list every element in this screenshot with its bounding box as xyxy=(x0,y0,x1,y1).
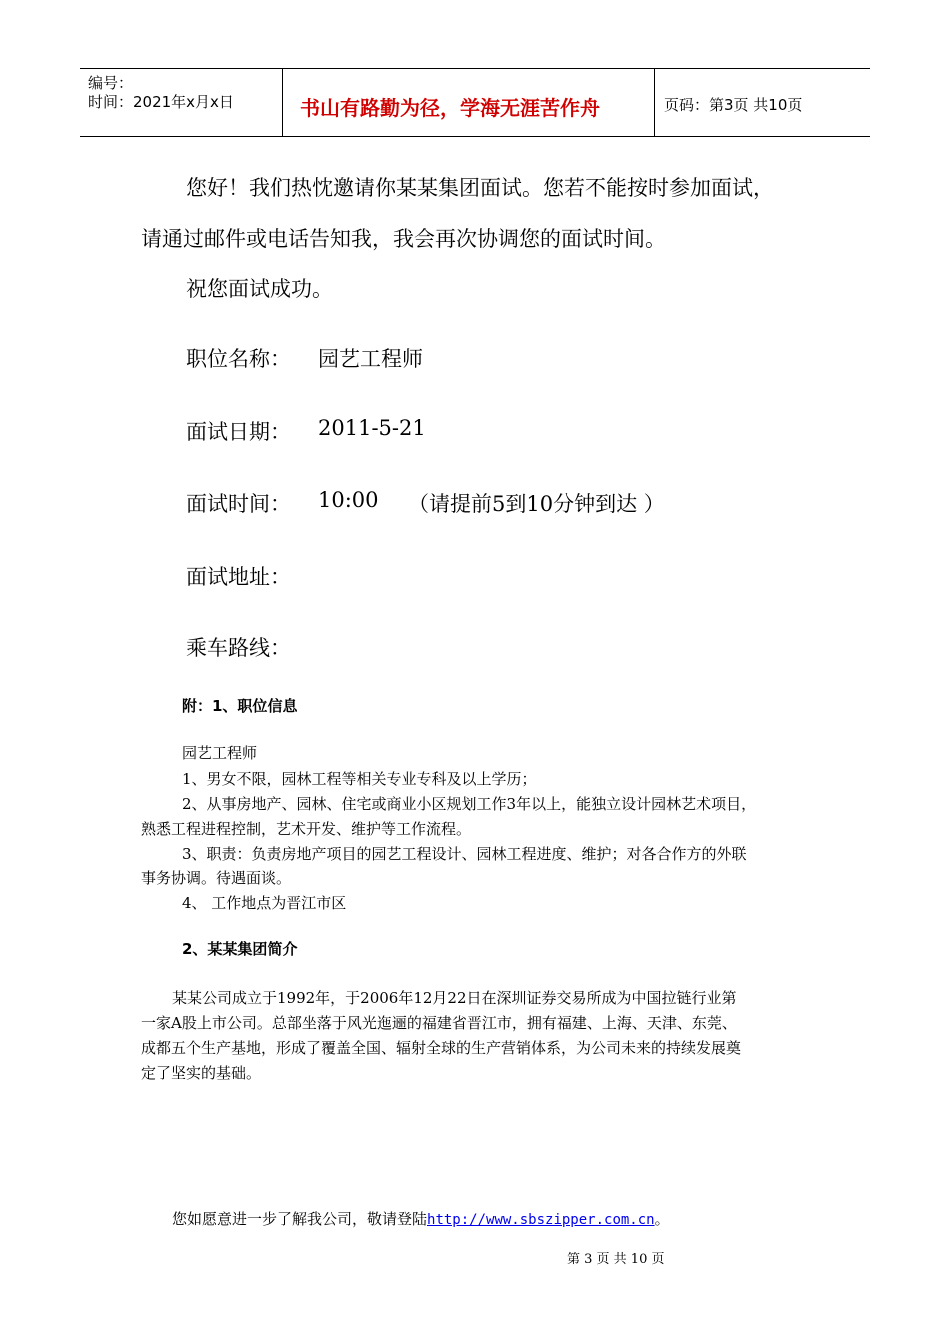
header-bottom-border xyxy=(80,136,870,137)
requirement-2-line-1: 2、从事房地产、园林、住宅或商业小区规划工作3年以上，能独立设计园林艺术项目， xyxy=(182,795,757,813)
interview-time-label: 面试时间： xyxy=(186,492,291,516)
interview-time-note: （请提前5到10分钟到达 ） xyxy=(408,492,665,516)
header-time-label: 时间：2021年x月x日 xyxy=(88,93,234,111)
header-number-label: 编号： xyxy=(88,74,134,92)
interview-address-label: 面试地址： xyxy=(186,565,291,589)
invitation-line-1: 您好！我们热忱邀请你某某集团面试。您若不能按时参加面试， xyxy=(186,176,774,200)
company-intro-line-1: 某某公司成立于1992年，于2006年12月22日在深圳证券交易所成为中国拉链行业第 xyxy=(172,989,737,1007)
position-label: 职位名称： xyxy=(186,347,291,371)
interview-time-value: 10:00 xyxy=(318,488,379,512)
appendix-heading-company-intro: 2、某某集团简介 xyxy=(182,940,298,958)
footer-more-suffix: 。 xyxy=(654,1210,670,1228)
header-divider-right xyxy=(654,68,655,137)
footer-more-prefix: 您如愿意进一步了解我公司，敬请登陆 xyxy=(172,1210,428,1228)
invitation-wish: 祝您面试成功。 xyxy=(186,277,333,301)
interview-date-label: 面试日期： xyxy=(186,420,291,444)
company-intro-line-2: 一家A股上市公司。总部坐落于风光迤逦的福建省晋江市，拥有福建、上海、天津、东莞、 xyxy=(141,1014,737,1032)
header-divider-left xyxy=(282,68,283,137)
invitation-line-2: 请通过邮件或电话告知我，我会再次协调您的面试时间。 xyxy=(141,227,666,251)
job-title: 园艺工程师 xyxy=(182,744,258,762)
footer-page-number: 第 3 页 共 10 页 xyxy=(567,1252,665,1267)
header-page-info: 页码：第3页 共10页 xyxy=(664,96,803,114)
requirement-3-line-1: 3、职责：负责房地产项目的园艺工程设计、园林工程进度、维护；对各合作方的外联 xyxy=(182,845,747,863)
header-motto: 书山有路勤为径，学海无涯苦作舟 xyxy=(300,96,600,120)
requirement-1: 1、男女不限，园林工程等相关专业专科及以上学历； xyxy=(182,770,537,788)
position-value: 园艺工程师 xyxy=(318,347,423,371)
route-label: 乘车路线： xyxy=(186,636,291,660)
company-intro-line-4: 定了坚实的基础。 xyxy=(141,1064,262,1082)
requirement-4: 4、 工作地点为晋江市区 xyxy=(182,894,347,912)
interview-date-value: 2011-5-21 xyxy=(318,416,426,440)
requirement-3-line-2: 事务协调。待遇面谈。 xyxy=(141,869,292,887)
header-top-border xyxy=(80,68,870,69)
company-intro-line-3: 成都五个生产基地，形成了覆盖全国、辐射全球的生产营销体系，为公司未来的持续发展奠 xyxy=(141,1039,742,1057)
requirement-2-line-2: 熟悉工程进程控制，艺术开发、维护等工作流程。 xyxy=(141,820,472,838)
footer-more-info xyxy=(172,1208,670,1229)
company-website-link[interactable]: http://www.sbszipper.com.cn xyxy=(427,1212,655,1228)
appendix-heading-job-info: 附：1、职位信息 xyxy=(182,697,298,715)
